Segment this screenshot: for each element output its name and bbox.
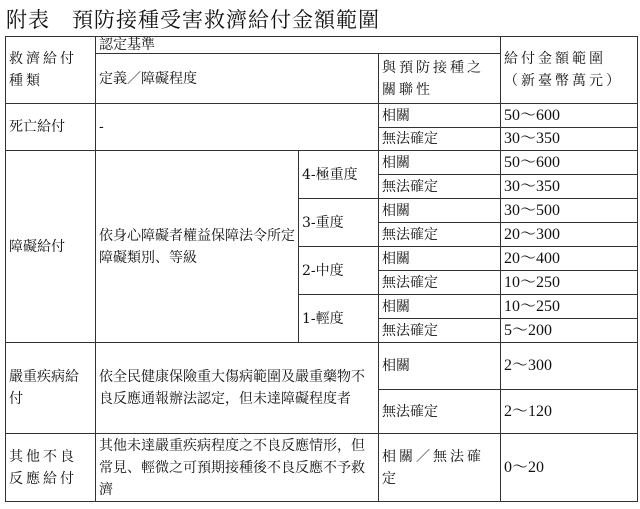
amount-cell: 10～250	[501, 271, 638, 295]
amount-cell: 50～600	[501, 151, 638, 175]
level-cell: 3-重度	[299, 199, 379, 247]
relation-cell: 無法確定	[379, 223, 501, 247]
disability-definition: 依身心障礙者權益保障法令所定障礙類別、等級	[96, 151, 299, 343]
severe-definition: 依全民健康保險重大傷病範圍及嚴重藥物不良反應通報辦法認定，但未達障礙程度者	[96, 343, 379, 434]
amount-cell: 5～200	[501, 319, 638, 343]
amount-cell: 20～400	[501, 247, 638, 271]
amount-cell: 50～600	[501, 104, 638, 128]
relation-cell: 相關	[379, 199, 501, 223]
relation-cell: 無法確定	[379, 175, 501, 199]
amount-cell: 30～350	[501, 175, 638, 199]
death-type: 死亡給付	[6, 104, 96, 151]
relation-cell: 相關	[379, 343, 501, 390]
header-definition: 定義／障礙程度	[96, 54, 379, 104]
relation-cell: 相關	[379, 295, 501, 319]
other-definition: 其他未達嚴重疾病程度之不良反應情形，但常見、輕微之可預期接種後不良反應不予救濟	[96, 434, 379, 502]
amount-cell: 20～300	[501, 223, 638, 247]
death-definition: -	[96, 104, 379, 151]
amount-cell: 10～250	[501, 295, 638, 319]
amount-cell: 2～120	[501, 390, 638, 434]
header-criteria: 認定基準	[96, 37, 501, 54]
header-relation: 與預防接種之關聯性	[379, 54, 501, 104]
relation-cell: 無法確定	[379, 319, 501, 343]
relation-cell: 無法確定	[379, 128, 501, 151]
other-type: 其他不良反應給付	[6, 434, 96, 502]
level-cell: 2-中度	[299, 247, 379, 295]
severe-type: 嚴重疾病給付	[6, 343, 96, 434]
header-type: 救濟給付種類	[6, 37, 96, 104]
header-amount: 給付金額範圍（新臺幣萬元）	[501, 37, 638, 104]
amount-cell: 30～350	[501, 128, 638, 151]
relief-amount-table	[5, 36, 638, 502]
relation-cell: 相關	[379, 247, 501, 271]
relation-cell: 相關	[379, 104, 501, 128]
disability-type: 障礙給付	[6, 151, 96, 343]
amount-cell: 2～300	[501, 343, 638, 390]
relation-cell: 無法確定	[379, 271, 501, 295]
relation-cell: 相關／無法確定	[379, 434, 501, 502]
relation-cell: 無法確定	[379, 390, 501, 434]
amount-cell: 0～20	[501, 434, 638, 502]
level-cell: 1-輕度	[299, 295, 379, 343]
level-cell: 4-極重度	[299, 151, 379, 199]
relation-cell: 相關	[379, 151, 501, 175]
amount-cell: 30～500	[501, 199, 638, 223]
page-title: 附表 預防接種受害救濟給付金額範圍	[6, 8, 380, 32]
